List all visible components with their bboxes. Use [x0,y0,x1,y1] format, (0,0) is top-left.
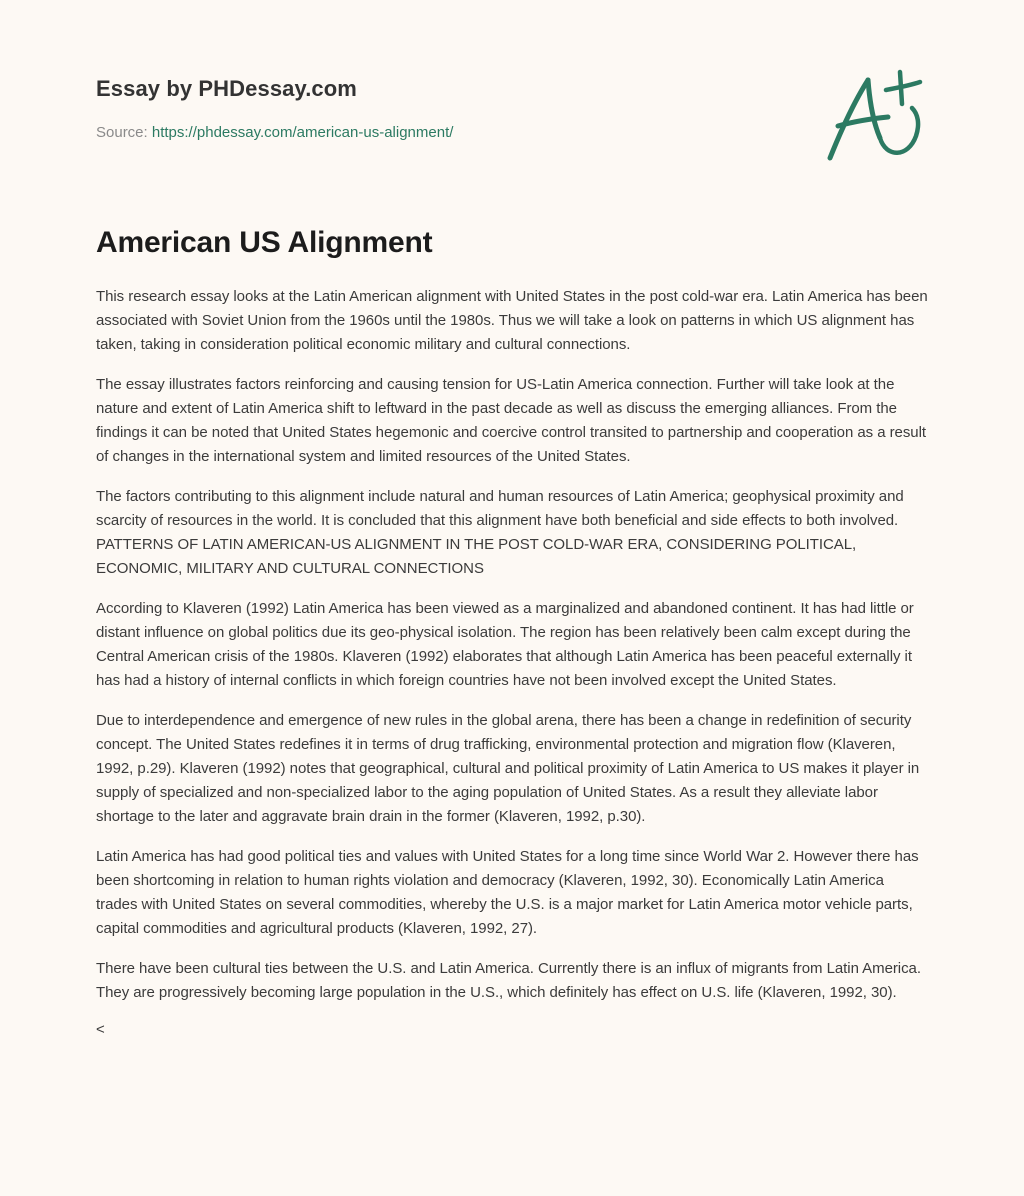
essay-page [96,0,928,1038]
paragraph: Due to interdependence and emergence of new rules in the global arena, there has been a change in redefinition of security concept. The United States redefines it in terms of drug trafficking, environmental protection and migration flow (Klaveren, 1992, p.29). Klaveren (1992) notes that geographical, cultural and political proximity of Latin America to US makes it player in supply of specialized and non-specialized labor to the aging population of United States. As a result they alleviate labor shortage to the later and aggravate brain drain in the former (Klaveren, 1992, p.30). [96,712,920,825]
paragraph: The essay illustrates factors reinforcing and causing tension for US-Latin America connection. Further will take look at the nature and extent of Latin America shift to leftward in the past decade as well as discuss the emerging alliances. From the findings it can be noted that United States hegemonic and coercive control transited to partnership and cooperation as a result of changes in the international system and limited resources of the United States. [96,376,926,465]
previous-essay-link[interactable]: < [96,1021,105,1038]
a-plus-grade-icon [824,66,928,166]
source-link[interactable]: https://phdessay.com/american-us-alignment/ [151,124,454,141]
paragraph-with-heading [96,485,928,581]
document-title: American US Alignment [96,226,433,259]
paragraph: Latin America has had good political ties and values with United States for a long time since World War 2. However there has been shortcoming in relation to human rights violation and democracy (Klaveren, 1992, 30). Economically Latin America trades with United States on several commodities, whereby the U.S. is a major market for Latin America motor vehicle parts, capital commodities and agricultural products (Klaveren, 1992, 27). [96,848,919,937]
paragraph: This research essay looks at the Latin American alignment with United States in the post cold-war era. Latin America has been associated with Soviet Union from the 1960s until the 1980s. Thus we will take a look on patterns in which US alignment has taken, taking in consideration political economic military and cultural connections. [96,288,928,353]
section-heading: PATTERNS OF LATIN AMERICAN-US ALIGNMENT IN THE POST COLD-WAR ERA, CONSIDERING POLITICAL, ECONOMIC, MILITARY AND CULTURAL CONNECTIONS [96,536,857,577]
essay-content [96,285,928,1039]
source-label: Source: [96,124,152,141]
page-header [96,0,928,200]
paragraph: The factors contributing to this alignment include natural and human resources of Latin America; geophysical proximity and scarcity of resources in the world. It is concluded that this alignment have both beneficial and side effects to both involved. [96,488,904,529]
source-line [96,124,453,141]
brand-title: Essay by PHDessay.com [96,76,357,101]
paragraph: There have been cultural ties between the U.S. and Latin America. Currently there is an influx of migrants from Latin America. They are progressively becoming large population in the U.S., which definitely has effect on U.S. life (Klaveren, 1992, 30). [96,960,921,1001]
paragraph: According to Klaveren (1992) Latin America has been viewed as a marginalized and abandoned continent. It has had little or distant influence on global politics due its geo-physical isolation. The region has been relatively been calm except during the Central American crisis of the 1980s. Klaveren (1992) elaborates that although Latin America has been peaceful externally it has had a history of internal conflicts in which foreign countries have not been involved except the United States. [96,600,914,689]
